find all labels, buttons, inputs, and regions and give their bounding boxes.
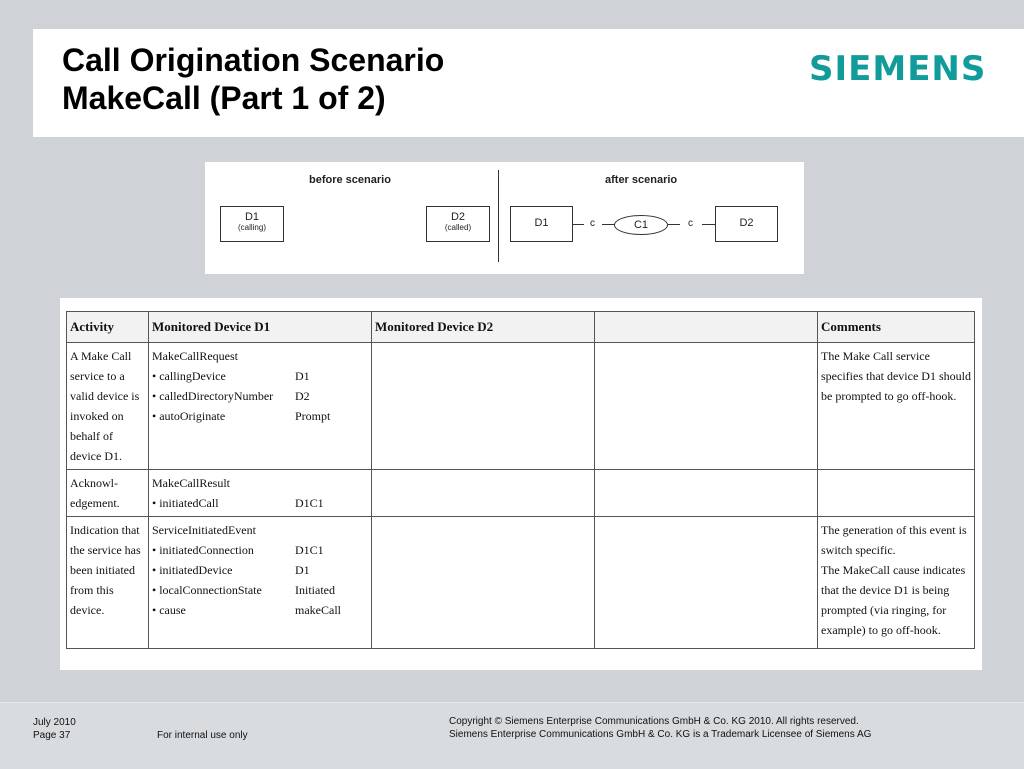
param-value: D1	[295, 369, 310, 383]
device-name: D2	[739, 217, 754, 229]
message-name: MakeCallRequest	[152, 349, 238, 363]
before-device-d2	[426, 206, 490, 242]
param-value: D1	[295, 563, 310, 577]
scenario-diagram	[205, 162, 804, 274]
connection-label-left: c	[590, 218, 595, 229]
blank-cell	[595, 470, 818, 517]
header-activity: Activity	[67, 312, 149, 343]
param-name: • callingDevice	[152, 369, 226, 383]
param-value: D1C1	[295, 496, 324, 510]
header-device-d2: Monitored Device D2	[372, 312, 595, 343]
device-d2-cell	[372, 517, 595, 649]
siemens-logo: SIEMENS	[809, 49, 987, 89]
param-row	[152, 406, 368, 426]
param-row	[152, 493, 368, 513]
device-name: D1	[534, 217, 549, 229]
table-row	[67, 517, 975, 649]
footer-page: Page 37	[33, 730, 71, 741]
param-name: • localConnectionState	[152, 583, 262, 597]
device-role: (called)	[444, 223, 472, 232]
param-name: • initiatedConnection	[152, 543, 254, 557]
param-value: Prompt	[295, 409, 331, 423]
table-row	[67, 470, 975, 517]
connection-label-right: c	[688, 218, 693, 229]
footer-trademark: Siemens Enterprise Communications GmbH & Co. KG is a Trademark Licensee of Siemens AG	[449, 729, 872, 740]
device-d2-cell	[372, 343, 595, 470]
comments-cell	[818, 470, 975, 517]
param-name: • calledDirectoryNumber	[152, 389, 274, 403]
connector-line	[668, 224, 680, 225]
comments-cell	[818, 517, 975, 649]
param-row	[152, 386, 368, 406]
blank-cell	[595, 343, 818, 470]
device-role: (calling)	[237, 223, 266, 232]
param-value: D1C1	[295, 543, 324, 557]
message-table	[66, 311, 975, 649]
call-c1: C1	[614, 215, 668, 235]
param-value: D2	[295, 389, 310, 403]
table-panel	[60, 298, 982, 670]
comment-line: The generation of this event is switch specific.	[821, 523, 967, 557]
slide-title-line1: Call Origination Scenario	[62, 42, 445, 78]
connector-line	[572, 224, 584, 225]
before-scenario-label: before scenario	[309, 174, 391, 186]
footer	[0, 702, 1024, 769]
footer-internal-use: For internal use only	[157, 730, 248, 741]
device-d1-cell	[149, 470, 372, 517]
message-name: ServiceInitiatedEvent	[152, 523, 256, 537]
activity-cell: Acknowl-edgement.	[67, 470, 149, 517]
param-value: Initiated	[295, 583, 335, 597]
footer-date: July 2010	[33, 717, 76, 728]
param-name: • cause	[152, 603, 186, 617]
table-row	[67, 343, 975, 470]
after-device-d1	[510, 206, 573, 242]
device-name: D1	[244, 211, 260, 223]
after-device-d2	[715, 206, 778, 242]
after-scenario-label: after scenario	[605, 174, 678, 186]
header-device-d1: Monitored Device D1	[149, 312, 372, 343]
param-row	[152, 560, 368, 580]
activity-cell: Indication that the service has been initiated from this device.	[67, 517, 149, 649]
blank-cell	[595, 517, 818, 649]
param-name: • initiatedDevice	[152, 563, 233, 577]
device-d1-cell	[149, 343, 372, 470]
scenario-divider	[498, 170, 499, 262]
activity-cell: A Make Call service to a valid device is invoked on behalf of device D1.	[67, 343, 149, 470]
header-comments: Comments	[818, 312, 975, 343]
param-row	[152, 540, 368, 560]
device-d1-cell	[149, 517, 372, 649]
slide-title	[62, 41, 444, 117]
comment-line: The MakeCall cause indicates that the device D1 is being prompted (via ringing, for example) to go off-hook.	[821, 563, 966, 637]
footer-copyright: Copyright © Siemens Enterprise Communications GmbH & Co. KG 2010. All rights reserved.	[449, 716, 859, 727]
slide-title-line2: MakeCall (Part 1 of 2)	[62, 80, 386, 116]
table-header-row	[67, 312, 975, 343]
connector-line	[702, 224, 715, 225]
message-name: MakeCallResult	[152, 476, 230, 490]
device-name: D2	[450, 211, 466, 223]
comments-cell: The Make Call service specifies that device D1 should be prompted to go off-hook.	[818, 343, 975, 470]
param-row	[152, 366, 368, 386]
param-row	[152, 600, 368, 620]
param-name: • initiatedCall	[152, 496, 219, 510]
header-blank	[595, 312, 818, 343]
param-name: • autoOriginate	[152, 409, 226, 423]
title-bar	[33, 29, 1024, 137]
param-row	[152, 580, 368, 600]
device-d2-cell	[372, 470, 595, 517]
before-device-d1	[220, 206, 284, 242]
param-value: makeCall	[295, 603, 341, 617]
